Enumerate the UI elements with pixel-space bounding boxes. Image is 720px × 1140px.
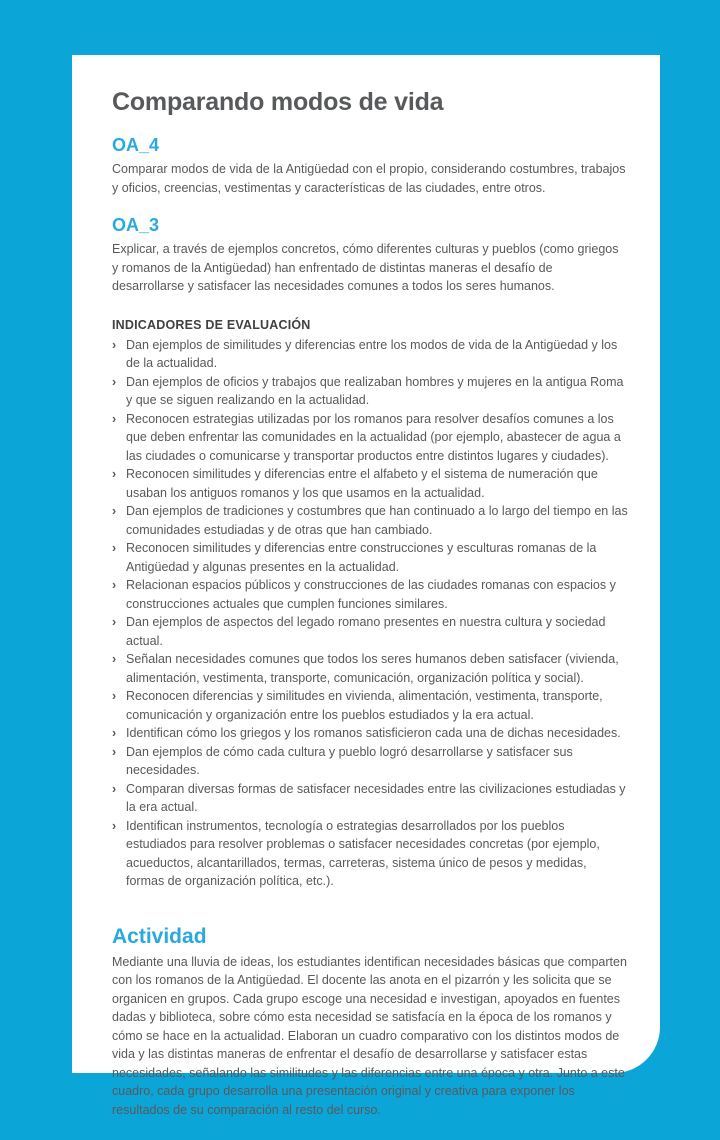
activity-description: Mediante una lluvia de ideas, los estudiantes identifican necesidades básicas que comparten con los romanos de la Antigüedad. El docente las anota en el pizarrón y les solicita que se organicen en grupos. Cada grupo escoge una necesidad e investigan, apoyados en fuentes dadas y biblioteca, sobre cómo esta necesidad se satisfacía en la época de los romanos y cómo se hace en la actualidad. Elaboran un cuadro comparativo con los distintos modos de vida y las distintas maneras de enfrentar el desafío de desarrollarse y satisfacer estas necesidades, señalando las similitudes y las diferencias entre una época y otra. Junto a este cuadro, cada grupo desarrolla una presentación original y creativa para exponer los resultados de su comparación al resto del curso. [112,954,627,1117]
indicators-heading: INDICADORES DE EVALUACIÓN [112,317,311,332]
bullet-chevron: › [112,504,117,518]
bullet-chevron: › [112,818,117,833]
indicator-text: Relacionan espacios públicos y construcciones de las ciudades romanas con espacios y construcciones actuales que cumplen funciones similares. [126,578,616,611]
indicator-text: Reconocen estrategias utilizadas por los romanos para resolver desafíos comunes a los que deben enfrentar las comunidades en la actualidad (por ejemplo, abastecer de agua a las ciudades o comunicarse y transportar productos entre distintos lugares y ciudades). [126,411,621,463]
content-card [72,55,660,1117]
indicator-item [112,817,628,891]
indicator-item [112,780,628,817]
bullet-chevron: › [112,744,117,759]
indicator-item [112,576,628,613]
bullet-chevron: › [112,541,117,555]
indicator-text: Identifican instrumentos, tecnología o estrategias desarrollados por los pueblos estudiados para resolver problemas o satisfacer necesidades concretas (por ejemplo, acueductos, alcantarillados, termas, carreteras, sistema único de pesos y medidas, formas de organización política, etc.). [126,818,600,888]
indicator-text: Reconocen similitudes y diferencias entre construcciones y esculturas romanas de la Antigüedad y algunas presentes en la actualidad. [126,541,597,574]
indicator-text: Identifican cómo los griegos y los romanos satisficieron cada una de dichas necesidades. [126,726,621,740]
bullet-chevron: › [112,337,117,352]
indicator-text: Comparan diversas formas de satisfacer necesidades entre las civilizaciones estudiadas y la era actual. [126,781,626,814]
bullet-chevron: › [112,726,117,740]
indicator-item [112,687,628,724]
indicator-item [112,724,628,743]
oa3-heading: OA_3 [112,215,160,235]
indicator-item [112,650,628,687]
indicators-list [112,336,628,891]
bullet-chevron: › [112,689,117,703]
bullet-chevron: › [112,467,117,481]
oa3-description: Explicar, a través de ejemplos concretos, cómo diferentes culturas y pueblos (como griegos y romanos de la Antigüedad) han enfrentado de distintas maneras el desafío de desarrollarse y satisfacer las necesidades comunes a todos los seres humanos. [112,242,619,293]
indicator-item [112,410,628,466]
indicator-item [112,465,628,502]
bullet-chevron: › [112,374,117,389]
oa4-heading: OA_4 [112,135,160,155]
indicator-item [112,373,628,410]
bullet-chevron: › [112,652,117,666]
indicator-item [112,502,628,539]
indicator-item [112,613,628,650]
activity-heading: Actividad [112,924,207,948]
indicator-text: Dan ejemplos de oficios y trabajos que realizaban hombres y mujeres en la antigua Roma y que se siguen realizando en la actualidad. [126,374,624,407]
page-title: Comparando modos de vida [112,88,444,116]
indicator-text: Dan ejemplos de similitudes y diferencias entre los modos de vida de la Antigüedad y los de la actualidad. [126,337,618,370]
indicator-text: Reconocen similitudes y diferencias entre el alfabeto y el sistema de numeración que usaban los antiguos romanos y los que usamos en la actualidad. [126,467,598,500]
indicator-item [112,336,628,373]
indicator-text: Dan ejemplos de tradiciones y costumbres que han continuado a lo largo del tiempo en las comunidades estudiadas y de otras que han cambiado. [126,504,628,537]
indicator-item [112,743,628,780]
indicator-text: Dan ejemplos de cómo cada cultura y pueblo logró desarrollarse y satisfacer sus necesidades. [126,744,573,777]
bullet-chevron: › [112,781,117,796]
bullet-chevron: › [112,615,117,629]
indicator-text: Reconocen diferencias y similitudes en vivienda, alimentación, vestimenta, transporte, comunicación y organización entre los pueblos estudiados y la era actual. [126,689,603,722]
bullet-chevron: › [112,578,117,592]
indicator-text: Señalan necesidades comunes que todos los seres humanos deben satisfacer (vivienda, alimentación, vestimenta, transporte, comunicación, organización política y social). [126,652,619,685]
indicator-text: Dan ejemplos de aspectos del legado romano presentes en nuestra cultura y sociedad actual. [126,615,606,648]
indicator-item [112,539,628,576]
oa4-description: Comparar modos de vida de la Antigüedad con el propio, considerando costumbres, trabajos y oficios, creencias, vestimentas y características de las ciudades, entre otros. [112,162,626,195]
bullet-chevron: › [112,411,117,426]
